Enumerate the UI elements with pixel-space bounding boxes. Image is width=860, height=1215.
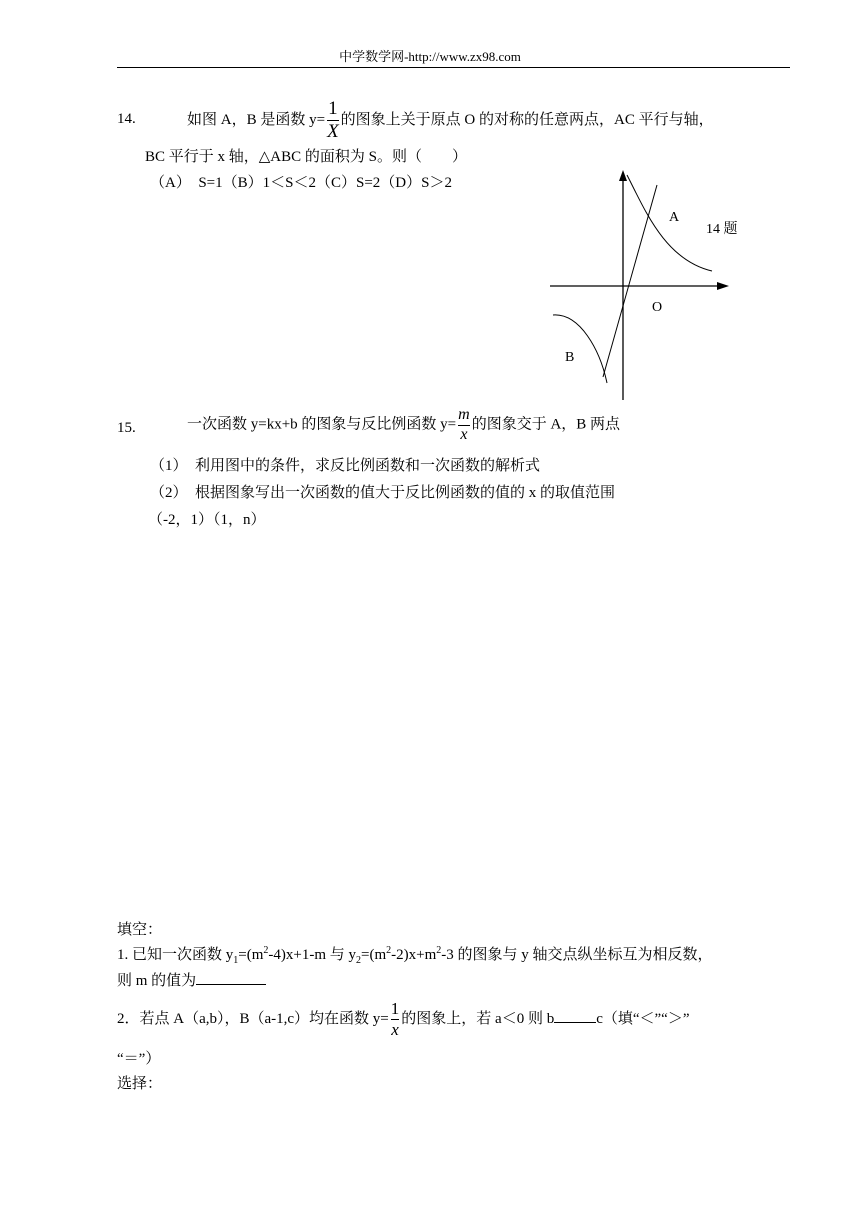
fill-heading: 填空： [117,922,163,938]
q15-points: （-2，1）（1，n） [148,512,266,528]
q14-line1 [187,99,714,142]
q15-number: 15. [117,420,136,436]
hyperbola-branch-b [553,315,607,383]
fill-q2-line1 [117,1000,690,1039]
q14-fraction [327,99,339,142]
fill-q2-text-before: 2．若点 A（a,b），B（a-1,c）均在函数 y= [117,1010,389,1027]
fill-q1-line2: 则 m 的值为 [117,974,266,989]
q14-text-after: 的图象上关于原点 O 的对称的任意两点，AC 平行与轴， [340,111,714,128]
figure-caption: 14 题 [706,222,738,237]
answer-blank-2[interactable] [554,1022,596,1023]
label-b: B [565,350,575,365]
label-o: O [652,300,663,315]
page-header: 中学数学网-http://www.zx98.com [339,49,521,64]
q15-sub1: （1） 利用图中的条件，求反比例函数和一次函数的解析式 [150,458,541,474]
q14-options: （A） S=1（B）1＜S＜2（C）S=2（D）S＞2 [150,175,452,191]
header-rule [117,67,790,68]
q15-fraction [458,407,470,444]
q15-text-after: 的图象交于 A，B 两点 [471,416,621,433]
label-a: A [669,210,680,225]
answer-blank-1[interactable] [196,984,266,985]
linear-function-line [603,185,657,377]
q15-text-before: 一次函数 y=kx+b 的图象与反比例函数 y= [187,416,457,433]
q14-line2: BC 平行于 x 轴，△ABC 的面积为 S。则（ ） [145,149,467,165]
q14-frac-num: 1 [328,98,338,119]
fill-q2-line2: “＝”） [117,1051,161,1067]
fill-q2-text-middle: 的图象上，若 a＜0 则 b [401,1010,555,1027]
q15-frac-num: m [458,406,470,423]
q15-sub2: （2） 根据图象写出一次函数的值大于反比例函数的值的 x 的取值范围 [150,485,616,501]
x-axis-arrow-icon [717,282,729,290]
q14-text-before: 如图 A，B 是函数 y= [187,111,326,128]
q14-figure [545,165,795,410]
q15-line1 [187,407,620,444]
fill-q2-fraction: $\frac{1}{x}$ [390,999,400,1039]
q15-frac-den: x [460,425,468,443]
q14-number: 14. [117,111,136,127]
q14-frac-den: X [327,120,339,142]
choice-heading: 选择： [117,1076,163,1092]
fill-q1-line1: 1. 已知一次函数 $y_1=(m^2-4)x+1-m$ 与 $y_2=(m^2-2)x+m^2-3$ 的图象与 y 轴交点纵坐标互为相反数， [117,945,713,966]
fill-q2-text-after: c（填“＜”“＞” [596,1010,690,1027]
y-axis-arrow-icon [619,170,627,181]
